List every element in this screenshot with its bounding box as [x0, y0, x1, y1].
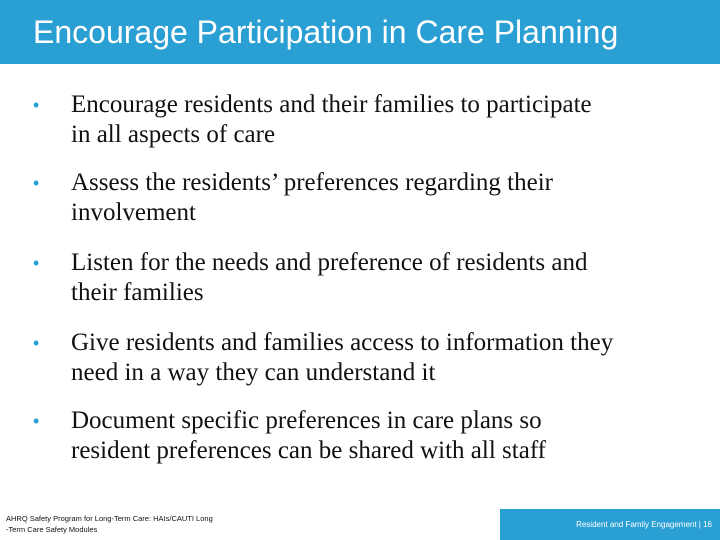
bullet-line: resident preferences can be shared with all staff	[71, 437, 547, 464]
bullet-text	[71, 90, 693, 150]
bullet-icon: •	[33, 173, 40, 193]
bullet-line: Document specific preferences in care plans so	[71, 407, 542, 434]
bullet-line: Give residents and families access to information they	[71, 329, 614, 356]
bullet-item	[33, 248, 693, 308]
bullet-line: Listen for the needs and preference of residents and	[71, 249, 588, 276]
bullet-text	[71, 168, 693, 228]
bullet-line: in all aspects of care	[71, 121, 276, 148]
bullet-item	[33, 168, 693, 228]
bullet-line: Encourage residents and their families to participate	[71, 91, 592, 118]
footer-source	[6, 513, 276, 535]
bullet-text	[71, 328, 693, 388]
bullet-icon: •	[33, 411, 40, 431]
bullet-line: their families	[71, 279, 204, 306]
footer-module-label: Resident and Family Engagement | 16	[576, 520, 712, 529]
bullet-line: need in a way they can understand it	[71, 359, 436, 386]
bullet-text	[71, 248, 693, 308]
bullet-line: Assess the residents’ preferences regarding their	[71, 169, 553, 196]
bullet-icon: •	[33, 333, 40, 353]
bullet-icon: •	[33, 253, 40, 273]
bullet-text	[71, 406, 693, 466]
bullet-item	[33, 90, 693, 150]
slide-title: Encourage Participation in Care Planning	[33, 14, 619, 50]
footer-source-line: AHRQ Safety Program for Long-Term Care: HAIs/CAUTI Long	[6, 514, 213, 523]
bullet-line: involvement	[71, 199, 196, 226]
footer-module-banner	[500, 509, 720, 540]
bullet-item	[33, 328, 693, 388]
footer-source-line: -Term Care Safety Modules	[6, 525, 98, 534]
bullet-item	[33, 406, 693, 466]
bullet-icon: •	[33, 95, 40, 115]
title-bar	[0, 0, 720, 64]
